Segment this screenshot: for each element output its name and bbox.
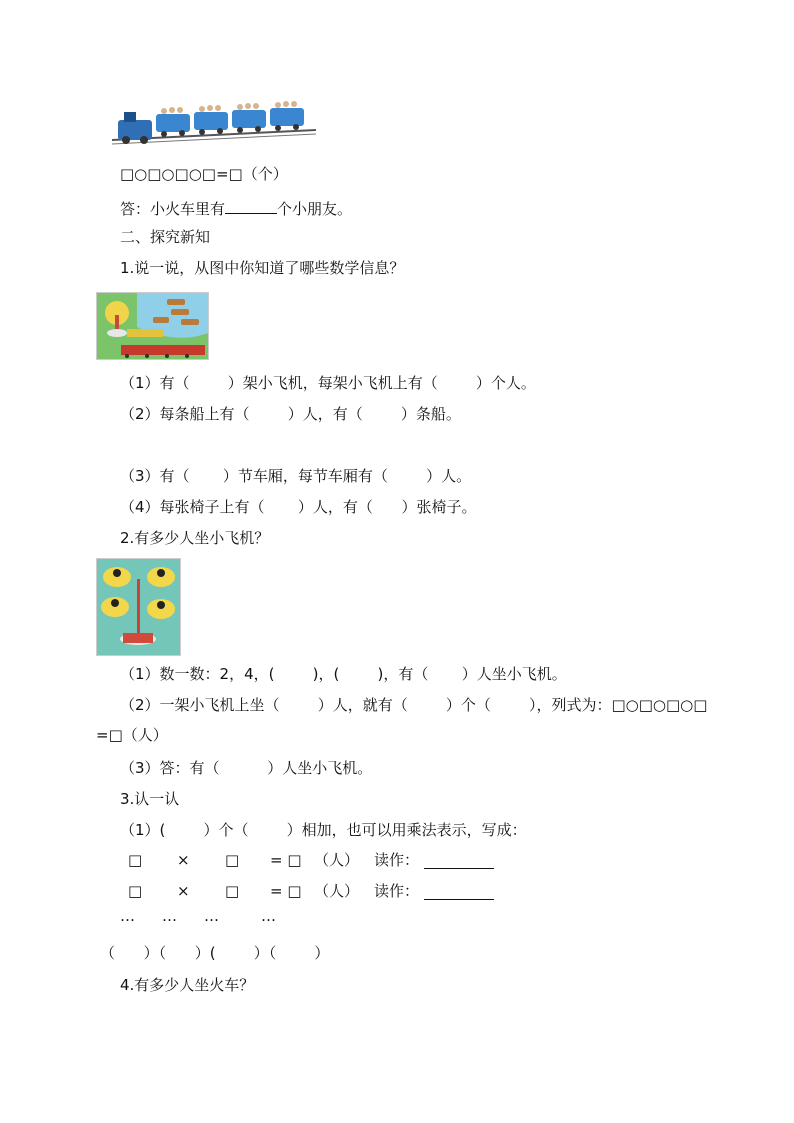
answer-line [120, 197, 352, 219]
q2-item-3: （3）答：有（ ）人坐小飞机。 [120, 759, 373, 777]
ellipsis: … [204, 907, 219, 925]
ellipsis: … [120, 907, 135, 925]
read-as-blank[interactable] [424, 852, 494, 869]
read-as-blank[interactable] [424, 883, 494, 900]
q1-item-3: （3）有（ ）节车厢，每节车厢有（ ）人。 [120, 467, 472, 485]
box[interactable]: □ [225, 882, 240, 900]
q3-intro: （1）( ）个（ ）相加，也可以用乘法表示，写成： [120, 821, 527, 839]
times-sign: × [177, 851, 190, 869]
unit-people: （人） [314, 882, 360, 900]
ellipsis: … [261, 907, 276, 925]
equals-box[interactable]: = □ [270, 882, 302, 900]
times-sign: × [177, 882, 190, 900]
airplane-ride-illustration [96, 558, 181, 656]
answer-blank[interactable] [225, 197, 277, 214]
q1-item-4: （4）每张椅子上有（ ）人，有（ ）张椅子。 [120, 498, 477, 516]
q2-item-2: （2）一架小飞机上坐（ ）人，就有（ ）个（ ），列式为：□○□○□○□ [120, 696, 708, 714]
q2-title: 2.有多少人坐小飞机？ [120, 529, 270, 547]
read-as-label: 读作： [374, 882, 420, 900]
answer-suffix: 个小朋友。 [277, 200, 353, 218]
unit-people: （人） [314, 851, 360, 869]
q1-title: 1.说一说，从图中你知道了哪些数学信息？ [120, 259, 405, 277]
q2-item-2-cont: =□（人） [96, 726, 168, 744]
box[interactable]: □ [225, 851, 240, 869]
q4-title: 4.有多少人坐火车？ [120, 976, 255, 994]
train-illustration [108, 100, 320, 148]
ellipsis: … [162, 907, 177, 925]
q3-paren-row: （ ）（ ）( ）（ ） [100, 944, 330, 962]
box[interactable]: □ [128, 882, 143, 900]
box[interactable]: □ [128, 851, 143, 869]
q1-item-2: （2）每条船上有（ ）人，有（ ）条船。 [120, 405, 461, 423]
read-as-label: 读作： [374, 851, 420, 869]
scene-illustration [96, 292, 209, 360]
q2-item-1: （1）数一数：2，4，( )，( )，有（ ）人坐小飞机。 [120, 665, 567, 683]
equals-box[interactable]: = □ [270, 851, 302, 869]
top-formula: □○□○□○□=□（个） [120, 165, 288, 183]
q1-item-1: （1）有（ ）架小飞机，每架小飞机上有（ ）个人。 [120, 374, 536, 392]
section-title: 二、探究新知 [120, 228, 211, 246]
q3-title: 3.认一认 [120, 790, 180, 808]
answer-prefix: 答：小火车里有 [120, 200, 226, 218]
